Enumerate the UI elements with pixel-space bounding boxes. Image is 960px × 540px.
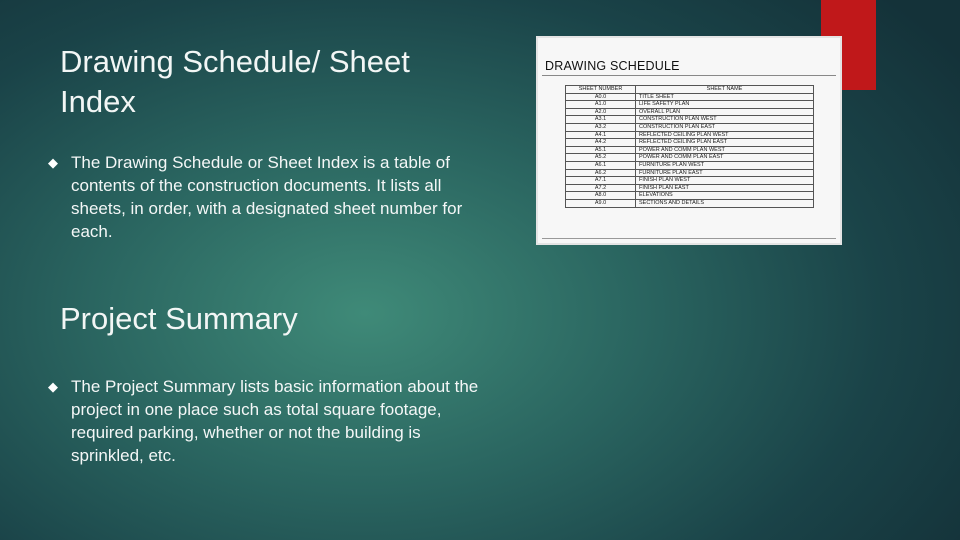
sheet-number-cell: A4.1 xyxy=(566,131,636,139)
sheet-name-cell: REFLECTED CEILING PLAN EAST xyxy=(636,139,814,147)
sheet-name-cell: ELEVATIONS xyxy=(636,192,814,200)
table-row xyxy=(566,123,814,131)
sheet-number-cell: A5.2 xyxy=(566,154,636,162)
sheet-number-cell: A2.0 xyxy=(566,108,636,116)
table-row xyxy=(566,108,814,116)
sheet-name-cell: REFLECTED CEILING PLAN WEST xyxy=(636,131,814,139)
sheet-name-cell: FINISH PLAN WEST xyxy=(636,177,814,185)
sheet-number-cell: A4.2 xyxy=(566,139,636,147)
sheet-number-cell: A1.0 xyxy=(566,101,636,109)
table-row xyxy=(566,101,814,109)
project-summary-text: The Project Summary lists basic information about the project in one place such as total square footage, required parking, whether or not the building is sprinkled, etc. xyxy=(71,377,479,465)
drawing-schedule-heading: Drawing Schedule/ Sheet Index xyxy=(60,44,410,119)
project-summary-heading: Project Summary xyxy=(60,301,298,336)
sheet-name-cell: FINISH PLAN EAST xyxy=(636,184,814,192)
bottom-divider xyxy=(542,238,836,239)
drawing-schedule-image xyxy=(536,36,842,245)
table-row xyxy=(566,177,814,185)
sheet-number-cell: A7.1 xyxy=(566,177,636,185)
sheet-name-cell: FURNITURE PLAN WEST xyxy=(636,161,814,169)
table-row xyxy=(566,169,814,177)
schedule-title: DRAWING SCHEDULE xyxy=(545,59,680,73)
table-row xyxy=(566,93,814,101)
diamond-bullet-icon: ◆ xyxy=(48,155,58,170)
sheet-index-table xyxy=(565,85,814,208)
sheet-number-cell: A3.1 xyxy=(566,116,636,124)
table-row xyxy=(566,199,814,207)
table-row xyxy=(566,116,814,124)
diamond-bullet-icon: ◆ xyxy=(48,379,58,394)
table-row xyxy=(566,192,814,200)
sheet-number-cell: A7.2 xyxy=(566,184,636,192)
sheet-name-cell: CONSTRUCTION PLAN EAST xyxy=(636,123,814,131)
sheet-name-cell: FURNITURE PLAN EAST xyxy=(636,169,814,177)
table-row xyxy=(566,184,814,192)
table-row xyxy=(566,161,814,169)
table-row xyxy=(566,139,814,147)
sheet-name-cell: SECTIONS AND DETAILS xyxy=(636,199,814,207)
sheet-name-cell: CONSTRUCTION PLAN WEST xyxy=(636,116,814,124)
sheet-number-cell: A6.1 xyxy=(566,161,636,169)
sheet-name-cell: LIFE SAFETY PLAN xyxy=(636,101,814,109)
sheet-name-cell: POWER AND COMM PLAN WEST xyxy=(636,146,814,154)
table-row xyxy=(566,154,814,162)
sheet-name-cell: OVERALL PLAN xyxy=(636,108,814,116)
sheet-number-cell: A9.0 xyxy=(566,199,636,207)
sheet-number-cell: A3.2 xyxy=(566,123,636,131)
sheet-number-cell: A5.1 xyxy=(566,146,636,154)
drawing-schedule-text: The Drawing Schedule or Sheet Index is a table of contents of the construction documents. It lists all sheets, in order, with a designated sheet number for each. xyxy=(71,153,463,241)
sheet-number-cell: A6.2 xyxy=(566,169,636,177)
title-divider xyxy=(542,75,836,76)
column-header-sheet-number: SHEET NUMBER xyxy=(566,86,636,94)
column-header-sheet-name: SHEET NAME xyxy=(636,86,814,94)
sheet-number-cell: A0.0 xyxy=(566,93,636,101)
sheet-name-cell: TITLE SHEET xyxy=(636,93,814,101)
table-row xyxy=(566,146,814,154)
sheet-number-cell: A8.0 xyxy=(566,192,636,200)
table-header-row xyxy=(566,86,814,94)
sheet-name-cell: POWER AND COMM PLAN EAST xyxy=(636,154,814,162)
table-row xyxy=(566,131,814,139)
